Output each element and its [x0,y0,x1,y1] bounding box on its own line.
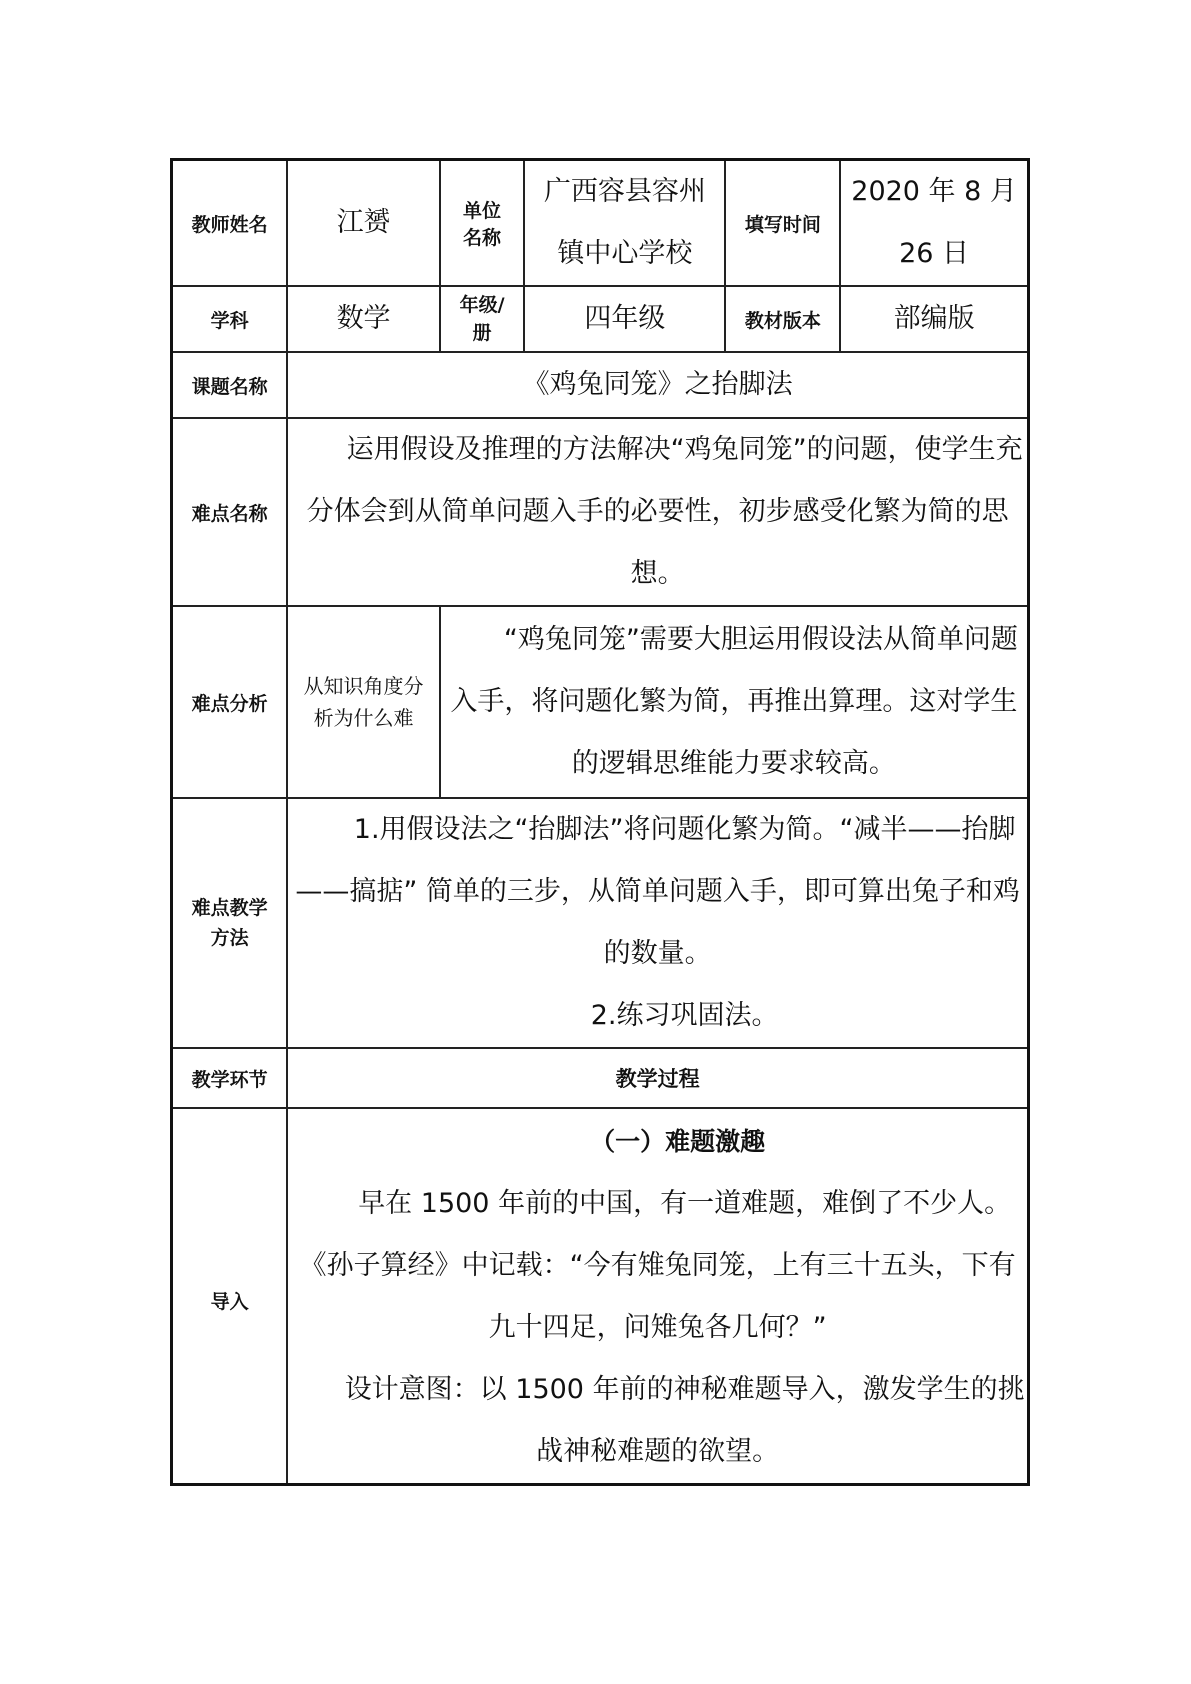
intro-row [172,1108,1029,1485]
difficulty-row [172,418,1029,606]
process-header-row [172,1048,1029,1108]
intro-paragraph-2: 设计意图：以 1500 年前的神秘难题导入，激发学生的挑战神秘难题的欲望。 [344,1374,1025,1467]
unit-name [524,160,725,287]
textbook-label: 教材版本 [725,286,840,352]
topic-label: 课题名称 [172,352,288,418]
method-label-line-1: 难点教学 [191,897,268,919]
subject-row [172,286,1029,352]
intro-text-cell [287,1108,1028,1485]
difficulty-text-cell [287,418,1028,606]
method-label-line-2: 方法 [210,927,249,949]
subject-label: 学科 [172,286,288,352]
analysis-text: “鸡兔同笼”需要大胆运用假设法从简单问题入手，将问题化繁为简，再推出算理。这对学生的逻辑思维能力要求较高。 [450,624,1018,779]
method-label [172,798,288,1048]
analysis-sub-label: 从知识角度分析为什么难 [287,606,440,798]
method-item-1: 1.用假设法之“抬脚法”将问题化繁为简。“减半——抬脚——搞掂” 简单的三步，从简单问题入手，即可算出兔子和鸡的数量。 [295,814,1020,969]
topic-row [172,352,1029,418]
intro-stage: 导入 [172,1108,288,1485]
textbook-value: 部编版 [840,286,1028,352]
fill-date [840,160,1028,287]
fill-date-line-2: 26 日 [899,238,970,269]
grade-label-line-2: 册 [472,322,492,344]
lesson-plan-table [170,158,1030,1486]
unit-name-line-2: 镇中心学校 [557,238,693,269]
grade-label [440,286,524,352]
subject-value: 数学 [287,286,440,352]
fill-time-label: 填写时间 [725,160,840,287]
teacher-name: 江赟 [287,160,440,287]
unit-label-line-2: 名称 [463,227,502,249]
analysis-text-cell [440,606,1029,798]
unit-label [440,160,524,287]
stage-header: 教学环节 [172,1048,288,1108]
method-row [172,798,1029,1048]
difficulty-label: 难点名称 [172,418,288,606]
method-text-cell [287,798,1028,1048]
intro-paragraph-1: 早在 1500 年前的中国，有一道难题，难倒了不少人。《孙子算经》中记载：“今有雉兔同笼，上有三十五头，下有九十四足，问雉兔各几何？” [299,1188,1016,1343]
grade-label-line-1: 年级/ [459,294,505,316]
analysis-label: 难点分析 [172,606,288,798]
process-header: 教学过程 [287,1048,1028,1108]
method-item-2: 2.练习巩固法。 [590,1000,779,1031]
analysis-row [172,606,1029,798]
grade-value: 四年级 [524,286,725,352]
teacher-label: 教师姓名 [172,160,288,287]
intro-heading: （一）难题激趣 [590,1127,766,1156]
topic-title: 《鸡兔同笼》之抬脚法 [287,352,1028,418]
fill-date-line-1: 2020 年 8 月 [851,176,1017,207]
unit-name-line-1: 广西容县容州 [543,176,706,207]
difficulty-text: 运用假设及推理的方法解决“鸡兔同笼”的问题，使学生充分体会到从简单问题入手的必要性，初步感受化繁为简的思想。 [306,434,1023,589]
unit-label-line-1: 单位 [463,200,502,222]
teacher-row [172,160,1029,287]
